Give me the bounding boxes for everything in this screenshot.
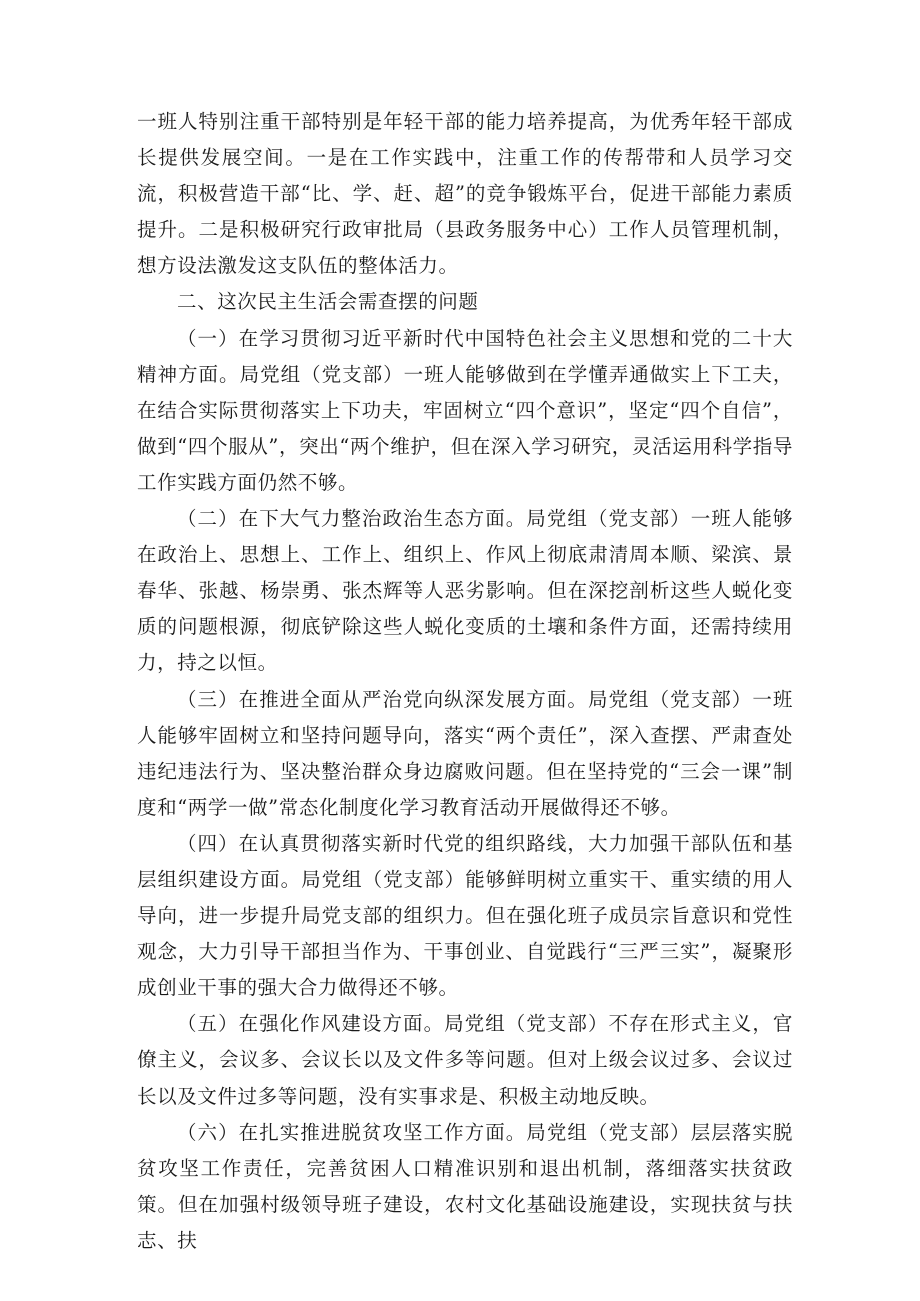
section-heading: 二、这次民主生活会需查摆的问题 bbox=[177, 290, 479, 314]
paragraph-item-3: （三）在推进全面从严治党向纵深发展方面。局党组（党支部）一班人能够牢固树立和坚持问题导向，落实“两个责任”，深入查摆、严肃查处违纪违法行为、坚决整治群众身边腐败问题。但在坚持党的“三会一课”制度和“两学一做”常态化制度化学习教育活动开展做得还不够。 bbox=[137, 687, 793, 819]
document-body bbox=[137, 104, 793, 1259]
paragraph-item-4: （四）在认真贯彻落实新时代党的组织路线，大力加强干部队伍和基层组织建设方面。局党组（党支部）能够鲜明树立重实干、重实绩的用人导向，进一步提升局党支部的组织力。但在强化班子成员宗旨意识和党性观念，大力引导干部担当作为、干事创业、自觉践行“三严三实”，凝聚形成创业干事的强大合力做得还不够。 bbox=[137, 831, 793, 1000]
paragraph-item-1: （一）在学习贯彻习近平新时代中国特色社会主义思想和党的二十大精神方面。局党组（党支部）一班人能够做到在学懂弄通做实上下工夫，在结合实际贯彻落实上下功夫，牢固树立“四个意识”，坚定“四个自信”，做到“四个服从”，突出“两个维护，但在深入学习研究，灵活运用科学指导工作实践方面仍然不够。 bbox=[137, 326, 793, 494]
paragraph-item-5: （五）在强化作风建设方面。局党组（党支部）不存在形式主义，官僚主义，会议多、会议长以及文件多等问题。但对上级会议过多、会议过长以及文件过多等问题，没有实事求是、积极主动地反映。 bbox=[137, 1012, 793, 1108]
paragraph-continuation: 一班人特别注重干部特别是年轻干部的能力培养提高，为优秀年轻干部成长提供发展空间。一是在工作实践中，注重工作的传帮带和人员学习交流，积极营造干部“比、学、赶、超”的竞争锻炼平台，促进干部能力素质提升。二是积极研究行政审批局（县政务服务中心）工作人员管理机制，想方设法激发这支队伍的整体活力。 bbox=[137, 110, 793, 278]
paragraph-item-2: （二）在下大气力整治政治生态方面。局党组（党支部）一班人能够在政治上、思想上、工作上、组织上、作风上彻底肃清周本顺、梁滨、景春华、张越、杨崇勇、张杰辉等人恶劣影响。但在深挖剖析这些人蜕化变质的问题根源，彻底铲除这些人蜕化变质的土壤和条件方面，还需持续用力，持之以恒。 bbox=[137, 507, 793, 675]
paragraph-item-6: （六）在扎实推进脱贫攻坚工作方面。局党组（党支部）层层落实脱贫攻坚工作责任，完善贫困人口精准识别和退出机制，落细落实扶贫政策。但在加强村级领导班子建设，农村文化基础设施建设，实现扶贫与扶志、扶 bbox=[137, 1120, 793, 1252]
